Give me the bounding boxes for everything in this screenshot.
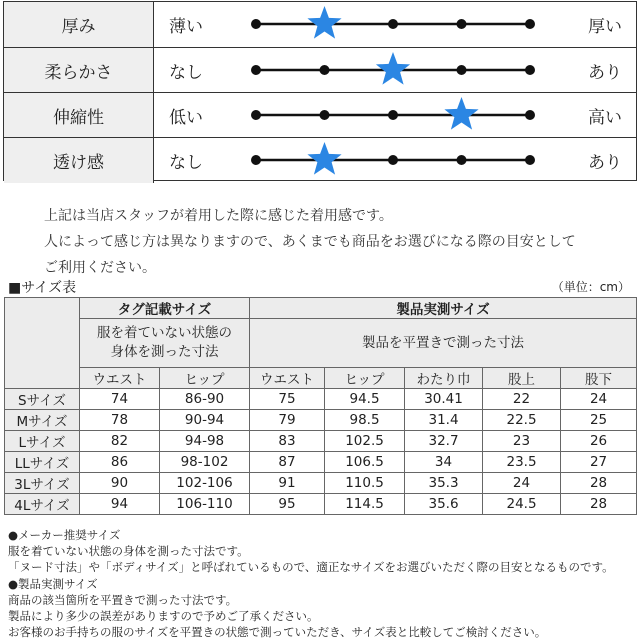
footnote-line: 「ヌード寸法」や「ボディサイズ」と呼ばれているもので、適正なサイズをお選びいただく際の目安となるものです。 (8, 560, 614, 574)
table-cell: 79 (250, 410, 325, 431)
size-name-cell: LLサイズ (5, 452, 80, 473)
table-row (5, 389, 637, 410)
note-line-2b: ご利用ください。 (44, 260, 156, 276)
rating-label: 厚み (4, 2, 154, 47)
table-cell: 102.5 (325, 431, 405, 452)
table-cell: 31.4 (405, 410, 483, 431)
column-header: わたり巾 (405, 368, 483, 389)
size-table-title: ■サイズ表 (8, 280, 77, 296)
table-row (5, 473, 637, 494)
table-row (5, 431, 637, 452)
size-name-cell: Mサイズ (5, 410, 80, 431)
table-cell: 35.3 (405, 473, 483, 494)
table-cell: 114.5 (325, 494, 405, 515)
tag-size-description (80, 319, 250, 368)
footnote-line: 服を着ていない状態の身体を測った寸法です。 (8, 544, 249, 558)
table-row (5, 494, 637, 515)
table-cell: 82 (80, 431, 160, 452)
rating-left-label: 薄い (169, 17, 203, 37)
rating-right-label: あり (588, 63, 622, 83)
group-tag-size: タグ記載サイズ (80, 298, 250, 319)
size-name-cell: 4Lサイズ (5, 494, 80, 515)
table-cell: 78 (80, 410, 160, 431)
rating-label: 透け感 (4, 138, 154, 183)
footnote-heading-maker: ●メーカー推奨サイズ (8, 528, 121, 542)
table-cell: 26 (561, 431, 637, 452)
table-cell: 23.5 (483, 452, 561, 473)
rating-row-softness (4, 47, 636, 93)
rating-row-thickness (4, 2, 636, 47)
table-cell: 87 (250, 452, 325, 473)
table-cell: 110.5 (325, 473, 405, 494)
table-cell: 94-98 (160, 431, 250, 452)
size-table (4, 297, 637, 515)
column-header: ヒップ (160, 368, 250, 389)
scale-dot (320, 65, 330, 75)
table-cell: 22.5 (483, 410, 561, 431)
table-cell: 30.41 (405, 389, 483, 410)
size-name-cell: Sサイズ (5, 389, 80, 410)
rating-right-label: あり (588, 153, 622, 173)
scale-dot (388, 110, 398, 120)
rating-right-label: 厚い (588, 17, 622, 37)
table-cell: 98.5 (325, 410, 405, 431)
table-cell: 86 (80, 452, 160, 473)
table-cell: 25 (561, 410, 637, 431)
table-cell: 28 (561, 494, 637, 515)
table-cell: 90-94 (160, 410, 250, 431)
table-cell: 24 (561, 389, 637, 410)
note-line-1: 上記は当店スタッフが着用した際に感じた着用感です。 (44, 208, 393, 224)
scale-dot (251, 65, 261, 75)
tag-desc-line-2: 身体を測った寸法 (110, 344, 219, 360)
scale-dot (251, 155, 261, 165)
table-cell: 24.5 (483, 494, 561, 515)
scale-dot (525, 19, 535, 29)
table-cell: 102-106 (160, 473, 250, 494)
scale-dot (525, 110, 535, 120)
footnote-line: 製品により多少の誤差がありますので予めご了承ください。 (8, 609, 319, 623)
table-cell: 28 (561, 473, 637, 494)
rating-row-sheerness (4, 137, 636, 183)
size-name-cell: Lサイズ (5, 431, 80, 452)
column-header: ウエスト (250, 368, 325, 389)
table-cell: 75 (250, 389, 325, 410)
table-cell: 90 (80, 473, 160, 494)
rating-track (4, 48, 636, 93)
scale-dot (457, 155, 467, 165)
column-header: ウエスト (80, 368, 160, 389)
scale-dot (525, 155, 535, 165)
group-actual-size: 製品実測サイズ (250, 298, 637, 319)
feel-rating-table (3, 1, 637, 181)
table-cell: 34 (405, 452, 483, 473)
rating-star-icon (307, 6, 341, 39)
footnote-line: 商品の該当箇所を平置きで測った寸法です。 (8, 593, 238, 607)
column-header: 股上 (483, 368, 561, 389)
table-cell: 27 (561, 452, 637, 473)
table-cell: 22 (483, 389, 561, 410)
scale-dot (251, 19, 261, 29)
footnote-line: お客様のお手持ちの服のサイズを平置きの状態で測っていただき、サイズ表と比較してご検討ください。 (8, 625, 547, 639)
rating-label: 伸縮性 (4, 93, 154, 138)
table-row (5, 410, 637, 431)
note-line-2a: 人によって感じ方は異なりますので、あくまでも商品をお選びになる際の目安として (44, 234, 576, 250)
column-header: ヒップ (325, 368, 405, 389)
table-cell: 23 (483, 431, 561, 452)
tag-desc-line-1: 服を着ていない状態の (97, 325, 232, 341)
table-row (5, 452, 637, 473)
rating-star-icon (376, 52, 410, 85)
table-cell: 94 (80, 494, 160, 515)
table-cell: 98-102 (160, 452, 250, 473)
scale-dot (388, 155, 398, 165)
table-cell: 74 (80, 389, 160, 410)
table-cell: 83 (250, 431, 325, 452)
scale-dot (251, 110, 261, 120)
rating-left-label: なし (169, 63, 203, 83)
rating-track (4, 93, 636, 138)
footnote-heading-actual: ●製品実測サイズ (8, 577, 98, 591)
size-table-group-row (5, 298, 637, 319)
table-cell: 95 (250, 494, 325, 515)
scale-dot (457, 19, 467, 29)
column-header: 股下 (561, 368, 637, 389)
table-cell: 106.5 (325, 452, 405, 473)
table-cell: 24 (483, 473, 561, 494)
table-cell: 106-110 (160, 494, 250, 515)
table-cell: 86-90 (160, 389, 250, 410)
rating-star-icon (444, 97, 478, 130)
size-name-cell: 3Lサイズ (5, 473, 80, 494)
unit-label: （単位：cm） (551, 280, 630, 294)
rating-label: 柔らかさ (4, 48, 154, 93)
rating-star-icon (307, 142, 341, 175)
size-table-column-row (5, 368, 637, 389)
scale-dot (388, 19, 398, 29)
rating-track (4, 2, 636, 47)
rating-row-stretch (4, 92, 636, 138)
table-cell: 91 (250, 473, 325, 494)
scale-dot (320, 110, 330, 120)
scale-dot (457, 65, 467, 75)
rating-track (4, 138, 636, 183)
scale-dot (525, 65, 535, 75)
size-table-desc-row (5, 319, 637, 368)
table-cell: 35.6 (405, 494, 483, 515)
rating-left-label: 低い (169, 108, 203, 128)
table-cell: 94.5 (325, 389, 405, 410)
table-cell: 32.7 (405, 431, 483, 452)
rating-left-label: なし (169, 153, 203, 173)
corner-cell (5, 298, 80, 389)
rating-right-label: 高い (588, 108, 622, 128)
actual-size-description: 製品を平置きで測った寸法 (250, 319, 637, 368)
